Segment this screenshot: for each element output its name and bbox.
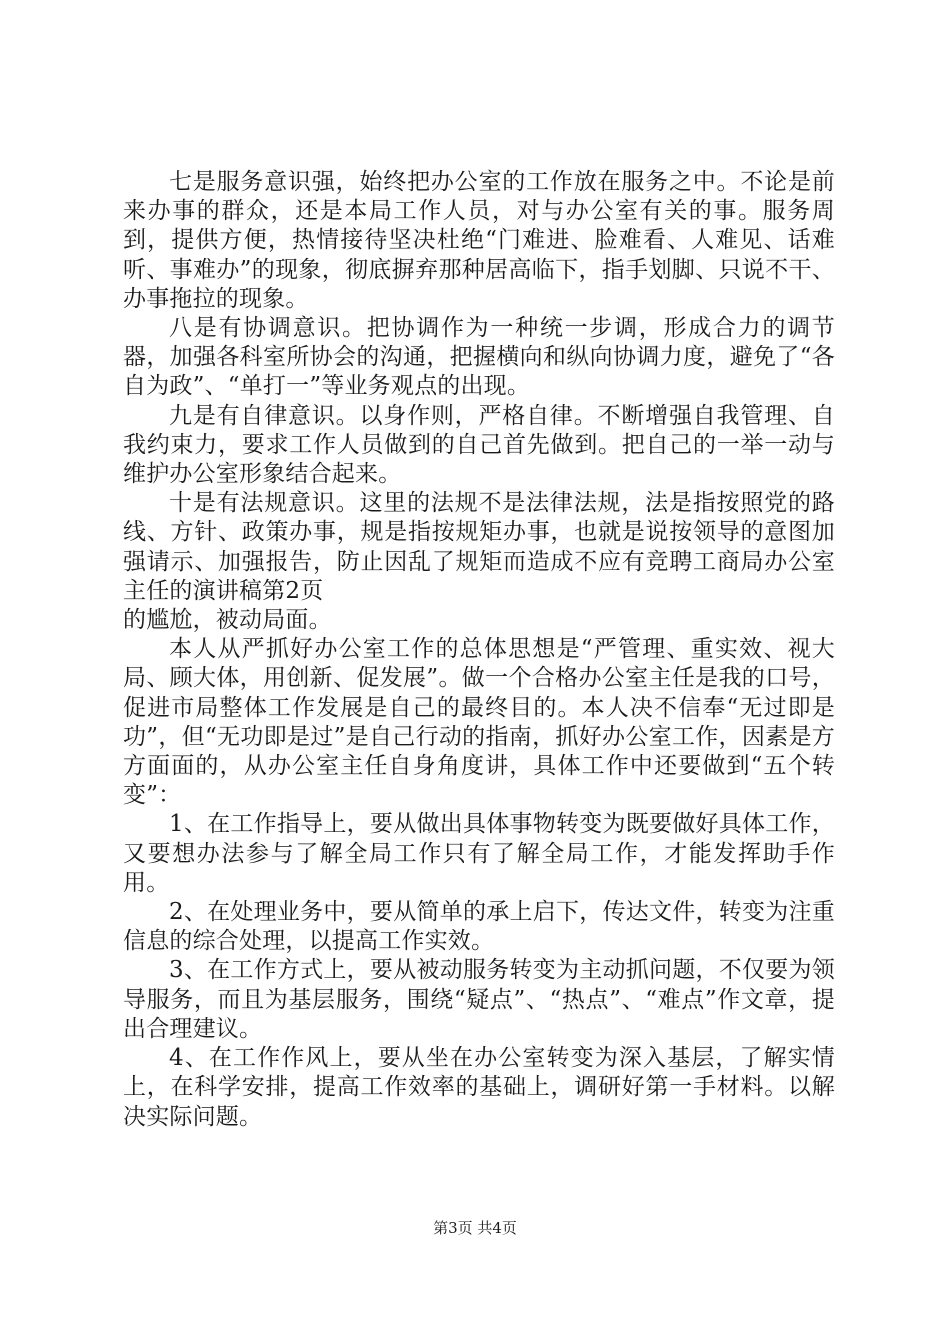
paragraph-continuation: 的尴尬，被动局面。 <box>123 607 332 634</box>
paragraph-coordination-awareness: 八是有协调意识。把协调作为一种统一步调，形成合力的调节器，加强各科室所协会的沟通，把握横向和纵向协调力度，避免了“各自为政”、“单打一”等业务观点的出现。 <box>123 315 835 400</box>
paragraph-service-awareness: 七是服务意识强，始终把办公室的工作放在服务之中。不论是前来办事的群众，还是本局工作人员，对与办公室有关的事。服务周到，提供方便，热情接待坚决杜绝“门难进、脸难看、人难见、话难听、事难办”的现象，彻底摒弃那种居高临下，指手划脚、只说不干、办事拖拉的现象。 <box>123 169 835 312</box>
page-footer: 第3页 共4页 <box>433 1219 517 1237</box>
paragraph-transformation-2: 2、在处理业务中，要从简单的承上启下，传达文件，转变为注重信息的综合处理，以提高工作实效。 <box>123 899 835 955</box>
paragraph-transformation-1: 1、在工作指导上，要从做出具体事物转变为既要做好具体工作，又要想办法参与了解全局工作只有了解全局工作，才能发挥助手作用。 <box>123 811 835 896</box>
paragraph-self-discipline-awareness: 九是有自律意识。以身作则，严格自律。不断增强自我管理、自我约束力，要求工作人员做到的自己首先做到。把自己的一举一动与维护办公室形象结合起来。 <box>123 402 835 488</box>
paragraph-transformation-4: 4、在工作作风上，要从坐在办公室转变为深入基层，了解实情上，在科学安排，提高工作效率的基础上，调研好第一手材料。以解决实际问题。 <box>123 1045 835 1130</box>
paragraph-regulation-awareness: 十是有法规意识。这里的法规不是法律法规，法是指按照党的路线、方针、政策办事，规是指按规矩办事，也就是说按领导的意图加强请示、加强报告，防止因乱了规矩而造成不应有竞聘工商局办公室主任的演讲稿第2页 <box>123 490 835 604</box>
paragraph-overall-thinking: 本人从严抓好办公室工作的总体思想是“严管理、重实效、视大局、顾大体，用创新、促发展”。做一个合格办公室主任是我的口号，促进市局整体工作发展是自己的最终目的。本人决不信奉“无过即是功”，但“无功即是过”是自己行动的指南，抓好办公室工作，因素是方方面面的，从办公室主任自身角度讲，具体工作中还要做到“五个转变”： <box>123 636 835 809</box>
paragraph-transformation-3: 3、在工作方式上，要从被动服务转变为主动抓问题，不仅要为领导服务，而且为基层服务，围绕“疑点”、“热点”、“难点”作文章，提出合理建议。 <box>123 957 835 1042</box>
document-body <box>123 168 835 1132</box>
